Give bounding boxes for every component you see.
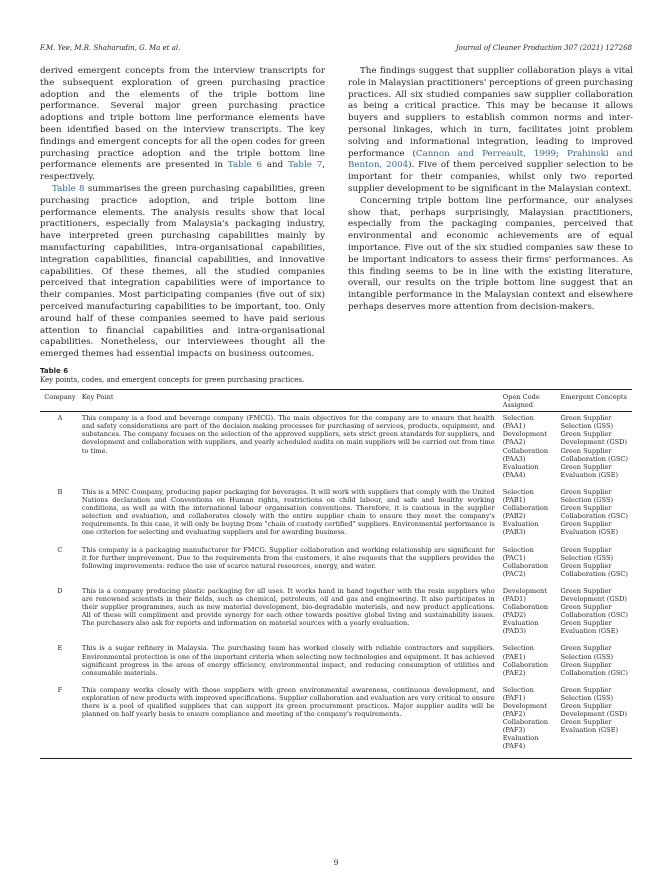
key-point-cell: This company is a food and beverage company (FMCG). The main objectives for the company are to ensure that health and safety considerations are part of the decision making processes for purchasing of services, products, equipment, and substances. The company focuses on the selection of the approved suppliers, sets strict green standards for suppliers, and development and collaboration with suppliers, and yearly scheduled audits on main suppliers will be carried out from time to time. <box>81 414 495 455</box>
table-caption <box>40 367 304 385</box>
left-paragraph-2: Table 8 summarises the green purchasing capabilities, green purchasing practice adoption, and triple bottom line performance elements. The analysis results show that local practitioners, especially from Malaysia's packaging industry, have interpreted green purchasing capabilities mainly by manufacturing capabilities, intra-organisational capabilities, integration capabilities, financial capabilities, and innovative capabilities. Of these themes, all the studied companies perceived that integration capabilities were of importance to their companies. Most participating companies (five out of six) perceived manufacturing capabilities to be important, too. Only around half of these companies seemed to have paid serious attention to financial capabilities and intra-organisational capabilities. Nonetheless, our interviewees thought all the emerged themes had essential impacts on business outcomes. <box>40 183 325 360</box>
table-row <box>40 486 632 544</box>
open-code-item: Collaboration (PAD2) <box>502 603 549 620</box>
citation-prahinski-link[interactable]: Prahinski and Benton, 2004 <box>348 148 633 171</box>
header-open-code: Open Code Assigned <box>502 393 540 410</box>
company-cell: E <box>57 644 63 653</box>
open-code-item: Selection (PAC1) <box>502 545 534 562</box>
emergent-concept-item: Green Supplier Evaluation (GSE) <box>560 520 619 537</box>
table-row <box>40 684 632 758</box>
open-code-cell <box>501 585 559 643</box>
emergent-concept-item: Green Supplier Collaboration (GSC) <box>560 446 628 463</box>
header-key-point: Key Point <box>81 393 114 401</box>
open-code-cell <box>501 544 559 585</box>
company-cell: D <box>57 586 63 595</box>
emergent-concept-cell <box>559 585 632 643</box>
running-header-authors: F.M. Yee, M.R. Shaharudin, G. Ma et al. <box>40 44 181 52</box>
open-code-item: Selection (PAF1) <box>502 685 534 702</box>
emergent-concept-cell <box>559 486 632 544</box>
open-code-item: Evaluation (PAF4) <box>502 734 539 751</box>
open-code-item: Collaboration (PAC2) <box>502 561 549 578</box>
open-code-item: Evaluation (PAA4) <box>502 462 539 479</box>
open-code-item: Development (PAA2) <box>502 430 547 447</box>
key-points-table <box>40 389 632 759</box>
open-code-cell <box>501 486 559 544</box>
header-company: Company <box>44 393 76 401</box>
left-paragraph-1: derived emergent concepts from the interview transcripts for the subsequent exploration of green purchasing practice adoption and the elements of the triple bottom line performance. Several major green purchasing practice adoptions and triple bottom line performance elements have been identified based on the interview transcripts. The key findings and emergent concepts for all the open codes for green purchasing practice adoption and the triple bottom line performance elements are presented in Table 6 and Table 7, respectively. <box>40 66 326 183</box>
key-point-cell: This is a MNC Company, producing paper packaging for beverages. It will work with suppliers that comply with the United Nations declaration and Conventions on Human rights, restrictions on child labour, and safe and healthy working conditions, as well as with the international labour organisation conventions. Therefore, it is cautious in the supplier selection and evaluation, and collaborates closely with the entire supplier chain to ensure they meet the company's requirements. In this case, it will only be buying from "chain of custody certified" suppliers. Environmental performance is one criterion for selecting and evaluating suppliers and for awarding business. <box>81 487 495 537</box>
company-cell: C <box>57 545 63 554</box>
emergent-concept-item: Green Supplier Development (GSD) <box>560 586 627 603</box>
emergent-concept-item: Green Supplier Collaboration (GSC) <box>560 504 628 521</box>
emergent-concept-item: Green Supplier Development (GSD) <box>560 702 627 719</box>
right-paragraph-1: The findings suggest that supplier collaboration plays a vital role in Malaysian practitioners' perceptions of green purchasing practices. All six studied companies saw supplier collaboration as being a critical practice. This may be because it allows buyers and suppliers to establish common norms and inter-personal linkages, which in turn, facilitates joint problem solving and informational integration, leading to improved performance (Cannon and Perreault, 1999; Prahinski and Benton, 2004). Five of them perceived supplier selection to be important for their companies, whilst only two reported supplier development to be significant in the Malaysian context. <box>348 66 633 194</box>
company-cell: B <box>57 487 63 496</box>
key-point-cell: This company is a packaging manufacturer for FMCG. Supplier collaboration and working relationship are significant for it for further improvement. Due to the requirements from the customers, it also requests that the suppliers provides the following improvements: reduce the use of scarce natural resources, energy, and water. <box>81 545 495 570</box>
emergent-concept-item: Green Supplier Selection (GSS) <box>560 487 614 505</box>
open-code-item: Selection (PAB1) <box>502 487 534 505</box>
table-row <box>40 585 632 643</box>
open-code-cell <box>501 684 559 758</box>
right-paragraph-2: Concerning triple bottom line performance, our analyses show that, perhaps surprisingly, Malaysian practitioners, especially from the packaging companies, perceived that environmental and economic achievements are of equal importance. Five out of the six studied companies saw these to be important indicators to assess their firms' performances. As this finding seems to be in line with the existing literature, overall, our results on the triple bottom line suggest that an intangible performance in the Malaysian context and elsewhere perhaps deserves more attention from decision-makers. <box>348 195 633 312</box>
emergent-concept-item: Green Supplier Selection (GSS) <box>560 644 614 661</box>
table-row <box>40 642 632 683</box>
emergent-concept-item: Green Supplier Selection (GSS) <box>560 545 614 562</box>
open-code-item: Collaboration (PAA3) <box>502 446 549 463</box>
key-point-cell: This company works closely with those suppliers with green environmental awareness, continuous development, and exploration of new products with improved specifications. Supplier collaboration and evaluation are very critical to ensure there is a pool of qualified suppliers that can support its green procurement practices. Major supplier audits will be planned on half yearly basis to ensure compliance and meeting of the company's requirements. <box>81 685 495 719</box>
table-header-row <box>40 390 632 412</box>
table-row <box>40 412 632 486</box>
emergent-concept-cell <box>559 684 632 758</box>
emergent-concept-item: Green Supplier Selection (GSS) <box>560 414 614 431</box>
table-row <box>40 544 632 585</box>
open-code-item: Development (PAF2) <box>502 702 547 719</box>
open-code-item: Collaboration (PAE2) <box>502 660 549 677</box>
citation-cannon-link[interactable]: Cannon and Perreault, 1999 <box>415 148 557 159</box>
open-code-item: Evaluation (PAD3) <box>502 619 539 636</box>
emergent-concept-item: Green Supplier Collaboration (GSC) <box>560 660 628 677</box>
table-8-link[interactable]: Table 8 <box>52 183 85 194</box>
table-label: Table 6 <box>40 367 69 375</box>
open-code-item: Development (PAD1) <box>502 586 547 603</box>
left-column <box>40 66 325 361</box>
emergent-concept-item: Green Supplier Collaboration (GSC) <box>560 603 628 620</box>
open-code-item: Selection (PAE1) <box>502 644 534 661</box>
page-number: 9 <box>333 858 339 867</box>
header-emergent: Emergent Concepts <box>560 393 627 401</box>
emergent-concept-item: Green Supplier Evaluation (GSE) <box>560 619 619 636</box>
emergent-concept-item: Green Supplier Development (GSD) <box>560 430 627 447</box>
key-point-cell: This is a company producing plastic packaging for all uses. It works hand in hand together with the resin suppliers who are renowned scientists in their fields, such as chemical, petroleum, oil and gas and engineering. It also participates in their supplier programmes, such as new material development, bio-degradable materials, and new product applications. All of these will compliment and provide synergy for each other towards positive global living and sustainability issues. The purchasers also ask for reports and information on material sources with a yearly evaluation. <box>81 586 495 628</box>
emergent-concept-cell <box>559 642 632 683</box>
table-7-link[interactable]: Table 7 <box>288 160 323 171</box>
company-cell: A <box>57 414 63 423</box>
right-column <box>348 66 633 314</box>
emergent-concept-cell <box>559 544 632 585</box>
emergent-concept-item: Green Supplier Selection (GSS) <box>560 685 614 702</box>
table-caption-text: Key points, codes, and emergent concepts for green purchasing practices. <box>40 376 305 384</box>
emergent-concept-item: Green Supplier Evaluation (GSE) <box>560 462 619 479</box>
open-code-cell <box>501 412 559 486</box>
emergent-concept-cell <box>559 412 632 486</box>
emergent-concept-item: Green Supplier Evaluation (GSE) <box>560 718 619 735</box>
running-header-journal: Journal of Cleaner Production 307 (2021) 127268 <box>455 44 632 52</box>
table-6-link[interactable]: Table 6 <box>227 160 263 171</box>
open-code-cell <box>501 642 559 683</box>
company-cell: F <box>57 685 63 694</box>
open-code-item: Selection (PAA1) <box>502 414 534 431</box>
open-code-item: Collaboration (PAB2) <box>502 504 549 521</box>
key-point-cell: This is a sugar refinery in Malaysia. The purchasing team has worked closely with reliable contractors and suppliers. Environmental protection is one of the important criteria when selecting new technologies and equipment. It has achieved significant progress in the areas of energy efficiency, environmental impact, and reducing consumption of utilities and consumable materials. <box>81 644 495 677</box>
emergent-concept-item: Green Supplier Collaboration (GSC) <box>560 561 628 578</box>
open-code-item: Evaluation (PAB3) <box>502 520 539 537</box>
open-code-item: Collaboration (PAF3) <box>502 718 549 735</box>
